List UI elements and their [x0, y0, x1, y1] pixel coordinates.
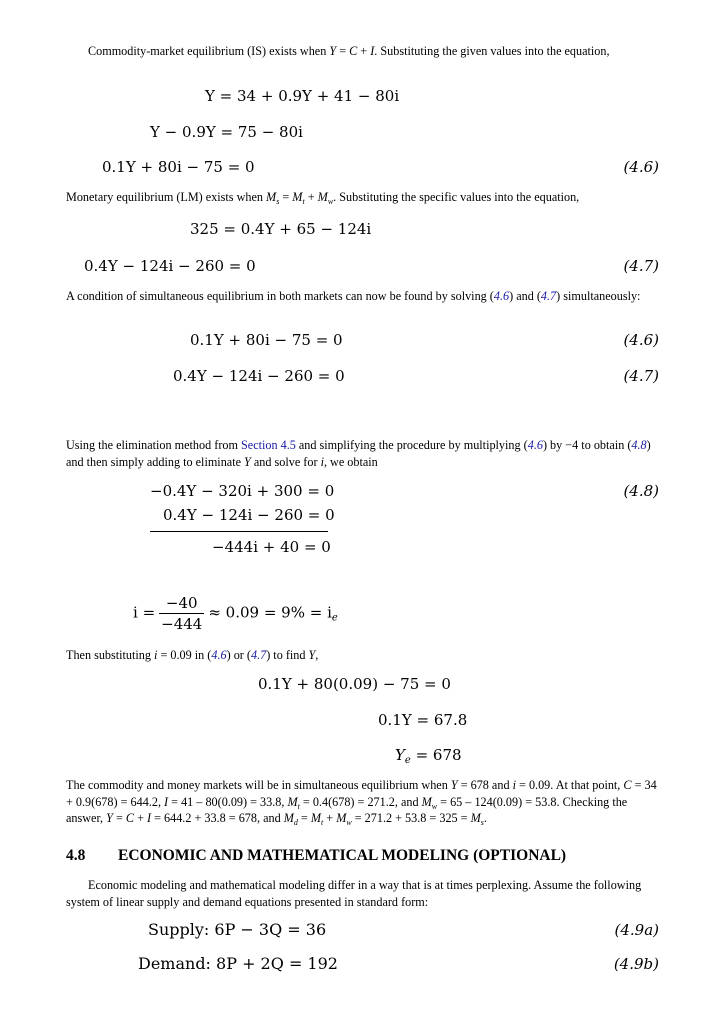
link-eq-4-6-c[interactable]: 4.6: [211, 648, 227, 662]
paragraph-conclusion: The commodity and money markets will be in simultaneous equilibrium when Y = 678 and i = 0.09. At that point, C = 34 + 0.9(678) = 644.2, I = 41 – 80(0.09) = 33.8, $M_t = 0.4(678) = 271.2$, and $M_w = 65 - 124(0.09) = 53.8$. Checking the answer, Y = C + I = 644.2 + 33.8 = 678, and $M_d = M_t + M_w = 271.2 + 53.8 = 325 = M_s$.: [66, 778, 657, 827]
equation-sub-1: 0.1Y + 80(0.09) − 75 = 0: [258, 675, 451, 693]
link-section-4-5[interactable]: Section 4.5: [241, 438, 296, 452]
equation-lm-1: 325 = 0.4Y + 65 − 124i: [190, 220, 372, 238]
equation-number-4-8: (4.8): [623, 482, 659, 500]
equation-sub-3: $Y_e = 678$: [395, 746, 462, 766]
section-number: 4.8: [66, 847, 86, 864]
paragraph-substitute: Then substituting i = 0.09 in (4.6) or (4.7) to find Y,: [66, 648, 319, 662]
equation-system-2: 0.4Y − 124i − 260 = 0: [173, 367, 345, 385]
sum-rule-line: [150, 531, 328, 532]
link-eq-4-6-b[interactable]: 4.6: [527, 438, 543, 452]
equation-system-1: 0.1Y + 80i − 75 = 0: [190, 331, 343, 349]
equation-sub-2: 0.1Y = 67.8: [378, 711, 468, 729]
equation-number-4-9b: (4.9b): [613, 955, 659, 973]
equation-elim-1: −0.4Y − 320i + 300 = 0: [150, 482, 335, 500]
equation-demand: Demand: 8P + 2Q = 192: [138, 954, 338, 973]
equation-interest-rate: i = $\frac{-40}{-444}$ ≈ $0.09 = 9\% = i_e$: [133, 594, 338, 633]
equation-supply: Supply: 6P − 3Q = 36: [148, 920, 327, 939]
equation-elim-sum: −444i + 40 = 0: [212, 538, 331, 556]
equation-is-3: 0.1Y + 80i − 75 = 0: [102, 158, 255, 176]
paragraph-is-intro: Commodity-market equilibrium (IS) exists when Y = C + I. Substituting the given values into the equation,: [88, 44, 610, 58]
equation-number-4-7: (4.7): [623, 257, 659, 275]
equation-is-2: Y − 0.9Y = 75 − 80i: [150, 123, 303, 141]
paragraph-simultaneous: A condition of simultaneous equilibrium in both markets can now be found by solving (4.6) and (4.7) simultaneously:: [66, 289, 641, 303]
equation-elim-2: 0.4Y − 124i − 260 = 0: [163, 506, 335, 524]
equation-number-4-9a: (4.9a): [614, 921, 659, 939]
link-eq-4-8[interactable]: 4.8: [631, 438, 647, 452]
section-heading: [66, 847, 566, 865]
equation-is-1: Y = 34 + 0.9Y + 41 − 80i: [205, 87, 400, 105]
equation-number-4-7-repeat: (4.7): [623, 367, 659, 385]
equation-number-4-6-repeat: (4.6): [623, 331, 659, 349]
paragraph-elimination: Using the elimination method from Section 4.5 and simplifying the procedure by multiplying (4.6) by −4 to obtain (4.8) and then simply adding to eliminate Y and solve for i, we obtain: [66, 438, 651, 469]
paragraph-modeling: Economic modeling and mathematical modeling differ in a way that is at times perplexing. Assume the following system of linear supply and demand equations presented in standard form:: [66, 878, 642, 909]
paragraph-lm-intro: Monetary equilibrium (LM) exists when $M_s = M_t + M_w$. Substituting the specific values into the equation,: [66, 190, 580, 206]
fraction: $\frac{-40}{-444}$: [161, 594, 203, 633]
link-eq-4-6[interactable]: 4.6: [493, 289, 510, 303]
equation-number-4-6: (4.6): [623, 158, 659, 176]
section-title: ECONOMIC AND MATHEMATICAL MODELING (OPTIONAL): [118, 847, 567, 864]
link-eq-4-7-c[interactable]: 4.7: [250, 648, 267, 662]
equation-lm-2: 0.4Y − 124i − 260 = 0: [84, 257, 256, 275]
link-eq-4-7[interactable]: 4.7: [540, 289, 557, 303]
